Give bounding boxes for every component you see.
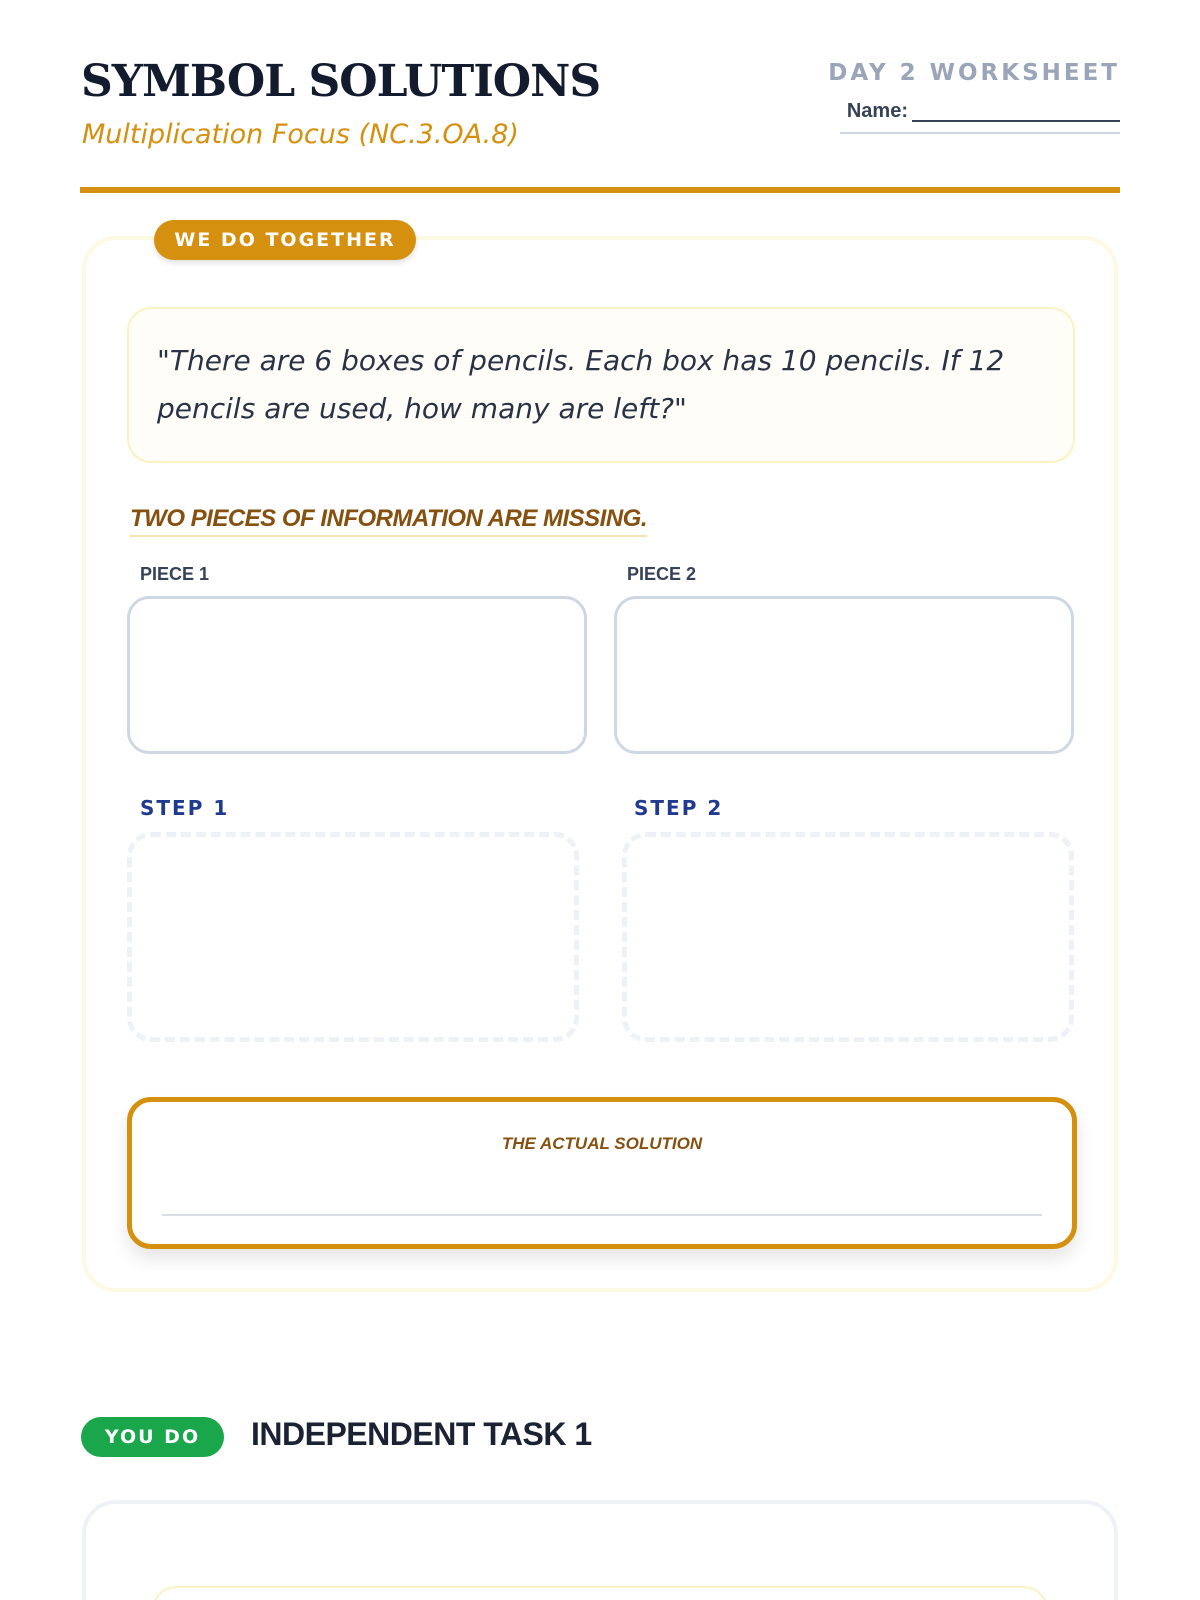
independent-task-title: INDEPENDENT TASK 1 xyxy=(251,1416,592,1452)
step-2-work-area[interactable] xyxy=(622,832,1074,1042)
independent-task-panel xyxy=(82,1500,1118,1600)
name-blank[interactable] xyxy=(912,100,1120,122)
missing-info-heading: TWO PIECES OF INFORMATION ARE MISSING. xyxy=(130,505,647,537)
step-1-work-area[interactable] xyxy=(127,832,579,1042)
independent-task-prompt-box xyxy=(152,1586,1048,1600)
name-label: Name: xyxy=(846,100,908,122)
worksheet-title: SYMBOL SOLUTIONS xyxy=(81,56,601,107)
name-field[interactable] xyxy=(840,100,1120,134)
worksheet-subtitle: Multiplication Focus (NC.3.OA.8) xyxy=(82,119,519,150)
solution-answer-line[interactable] xyxy=(162,1214,1042,1216)
piece-1-label: PIECE 1 xyxy=(140,564,210,584)
piece-2-answer-box[interactable] xyxy=(614,596,1074,754)
you-do-badge: YOU DO xyxy=(81,1417,224,1457)
day-label: DAY 2 WORKSHEET xyxy=(828,60,1120,86)
step-1-label: STEP 1 xyxy=(140,796,230,820)
solution-box[interactable] xyxy=(127,1097,1077,1249)
header-divider xyxy=(80,187,1120,193)
we-do-badge: WE DO TOGETHER xyxy=(154,220,416,260)
word-problem: "There are 6 boxes of pencils. Each box has 10 pencils. If 12 pencils are used, how many are left?" xyxy=(127,307,1075,463)
solution-label: THE ACTUAL SOLUTION xyxy=(501,1134,703,1153)
piece-2-label: PIECE 2 xyxy=(627,564,697,584)
piece-1-answer-box[interactable] xyxy=(127,596,587,754)
step-2-label: STEP 2 xyxy=(634,796,724,820)
